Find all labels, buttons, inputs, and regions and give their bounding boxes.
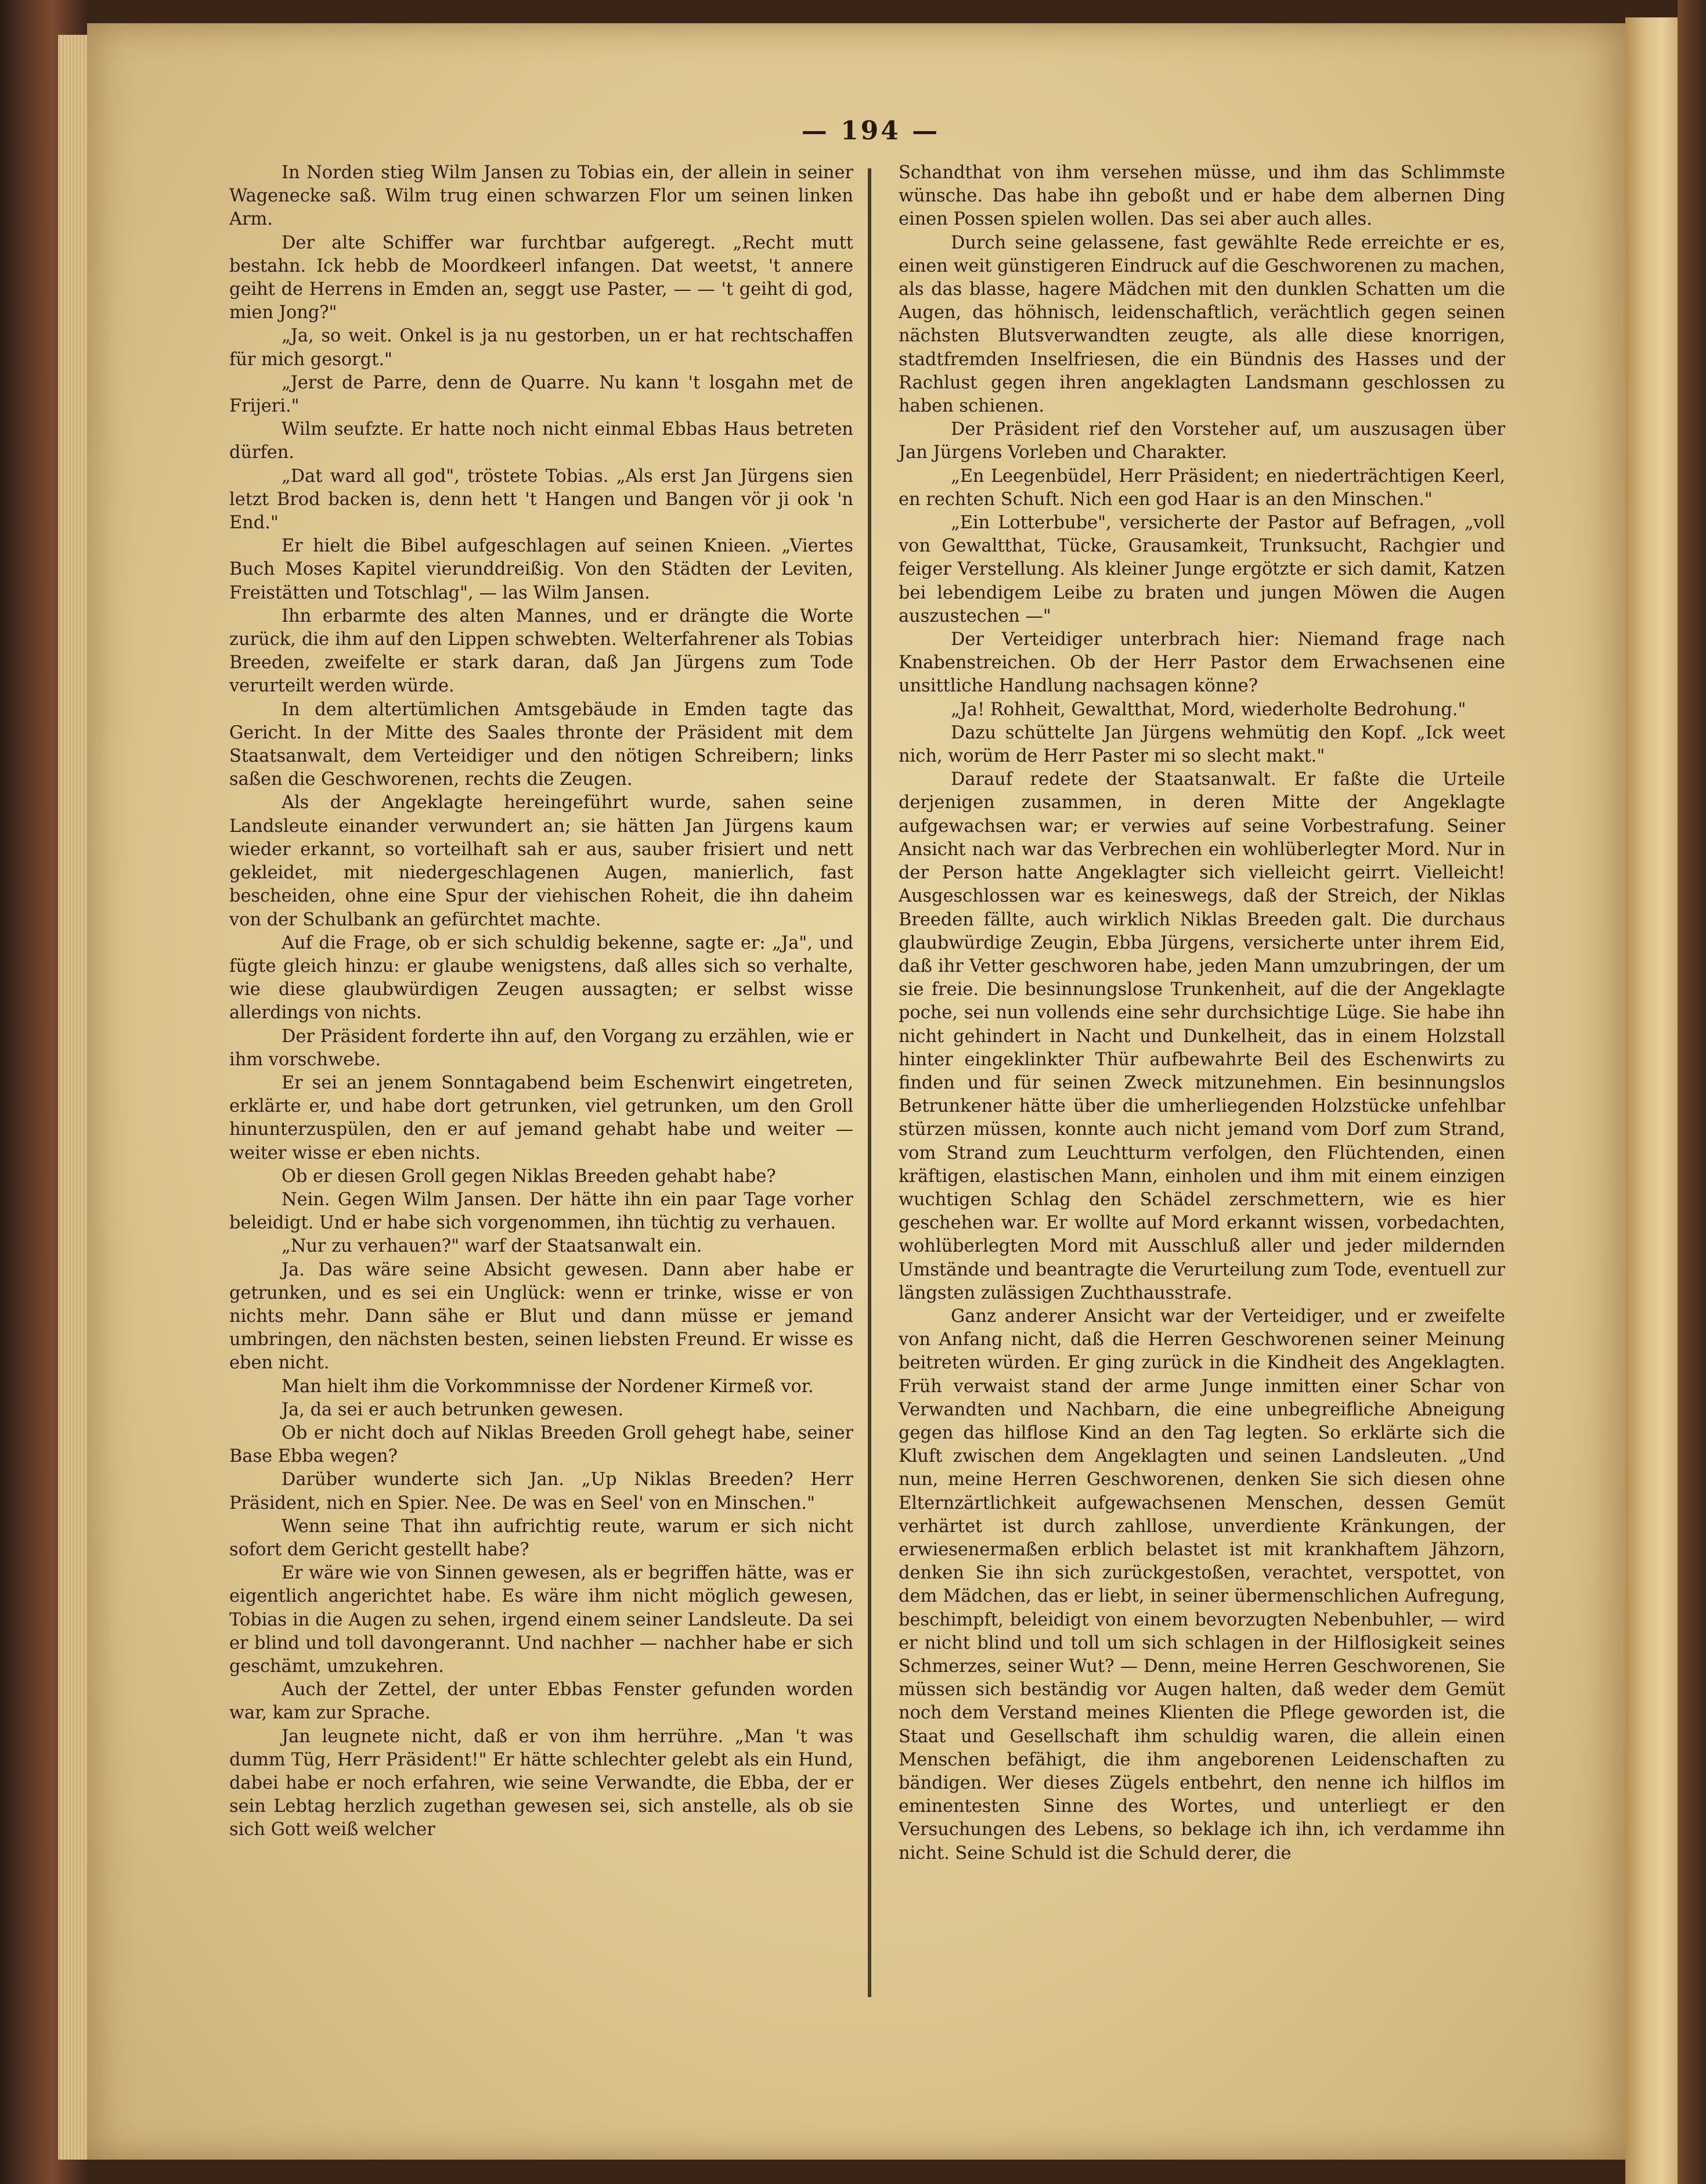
paragraph: Man hielt ihm die Vorkommnisse der Nordener Kirmeß vor. bbox=[282, 1376, 814, 1397]
paragraph: Ihn erbarmte des alten Mannes, und er drängte die Worte zurück, die ihm auf den Lippen schwebten. Welterfahrener als Tobias Breeden, zweifelte er stark daran, daß Jan Jürgens zum Tode verurteilt werden würde. bbox=[229, 606, 853, 697]
paragraph: Der Präsident forderte ihn auf, den Vorgang zu erzählen, wie er ihm vorschwebe. bbox=[229, 1026, 853, 1070]
paragraph: Ganz anderer Ansicht war der Verteidiger, und er zweifelte von Anfang nicht, daß die Herren Geschworenen seiner Meinung beitreten würden. Er ging zurück in die Kindheit des Angeklagten. Früh verwaist stand der arme Junge inmitten einer Schar von Verwandten und Nachbarn, die eine unbegreifliche Abneigung gegen das hilflose Kind an den Tag legten. So erklärte sich die Kluft zwischen dem Angeklagten und seinen Landsleuten. „Und nun, meine Herren Geschworenen, denken Sie sich diesen ohne Elternzärtlichkeit aufgewachsenen Menschen, dessen Gemüt verhärtet ist durch zahllose, unverdiente Kränkungen, der erwiesenermaßen erblich belastet ist mit krankhaftem Jähzorn, denken Sie ihn sich zurückgestoßen, verachtet, verspottet, von dem Mädchen, das er liebt, in seiner übermenschlichen Aufregung, beschimpft, beleidigt von einem bevorzugten Nebenbuhler, — wird er nicht blind und toll um sich schlagen in der Hilflosigkeit seines Schmerzes, seiner Wut? — Denn, meine Herren Geschworenen, Sie müssen sich beständig vor Augen halten, daß weder dem Gemüt noch dem Verstand meines Klienten die Pflege geworden ist, die Staat und Gesellschaft ihm schuldig waren, die allein einen Menschen befähigt, die ihm angeborenen Leidenschaften zu bändigen. Wer dieses Zügels entbehrt, den nenne ich hilflos im eminentesten Sinne des Wortes, und unterliegt er den Versuchungen des Lebens, so beklage ich ihn, ich verdamme ihn nicht. Seine Schuld ist die Schuld derer, die bbox=[899, 1306, 1505, 1864]
book-binding-right bbox=[1678, 0, 1706, 2184]
paragraph: Der alte Schiffer war furchtbar aufgeregt. „Recht mutt bestahn. Ick hebb de Moordkeerl infangen. Dat weetst, 't annere geiht de Herrens in Emden an, seggt use Paster, — — 't geiht di god, mien Jong?" bbox=[229, 232, 853, 323]
paragraph: Ja, da sei er auch betrunken gewesen. bbox=[282, 1399, 624, 1420]
paragraph: Wilm seufzte. Er hatte noch nicht einmal Ebbas Haus betreten dürfen. bbox=[229, 419, 853, 463]
paragraph: „Ja, so weit. Onkel is ja nu gestorben, un er hat rechtschaffen für mich gesorgt." bbox=[229, 326, 853, 370]
right-text-column bbox=[899, 161, 1505, 1865]
paragraph: Darüber wunderte sich Jan. „Up Niklas Breeden? Herr Präsident, nich en Spier. Nee. De was en Seel' von en Minschen." bbox=[229, 1469, 853, 1513]
paragraph: Als der Angeklagte hereingeführt wurde, sahen seine Landsleute einander verwundert an; sie hätten Jan Jürgens kaum wieder erkannt, so vorteilhaft sah er aus, sauber frisiert und nett gekleidet, mit niedergeschlagenen Augen, manierlich, fast bescheiden, ohne eine Spur der viehischen Roheit, die ihn daheim von der Schulbank an gefürchtet machte. bbox=[229, 792, 853, 930]
paragraph: „Nur zu verhauen?" warf der Staatsanwalt ein. bbox=[282, 1236, 702, 1257]
paragraph: Wenn seine That ihn aufrichtig reute, warum er sich nicht sofort dem Gericht gestellt habe? bbox=[229, 1516, 853, 1560]
paragraph: „Jerst de Parre, denn de Quarre. Nu kann 't losgahn met de Frijeri." bbox=[229, 372, 853, 417]
paragraph: Der Verteidiger unterbrach hier: Niemand frage nach Knabenstreichen. Ob der Herr Pastor dem Erwachsenen eine unsittliche Handlung nachsagen könne? bbox=[899, 629, 1505, 697]
paragraph: Schandthat von ihm versehen müsse, und ihm das Schlimmste wünsche. Das habe ihn geboßt und er habe dem albernen Ding einen Possen spielen wollen. Das sei aber auch alles. bbox=[899, 163, 1505, 230]
paragraph: „En Leegenbüdel, Herr Präsident; en niederträchtigen Keerl, en rechten Schuft. Nich een god Haar is an den Minschen." bbox=[899, 466, 1505, 510]
paragraph: In dem altertümlichen Amtsgebäude in Emden tagte das Gericht. In der Mitte des Saales thronte der Präsident mit dem Staatsanwalt, dem Verteidiger und den nötigen Schreibern; links saßen die Geschworenen, rechts die Zeugen. bbox=[229, 699, 853, 790]
paragraph: Darauf redete der Staatsanwalt. Er faßte die Urteile derjenigen zusammen, in deren Mitte der Angeklagte aufgewachsen war; er verwies auf seine Vorbestrafung. Seiner Ansicht nach war das Verbrechen ein wohlüberlegter Mord. Nur in der Person hatte Angeklagter sich vielleicht geirrt. Vielleicht! Ausgeschlossen war es keineswegs, daß der Streich, der Niklas Breeden fällte, auch wirklich Niklas Breeden galt. Die durchaus glaubwürdige Zeugin, Ebba Jürgens, versicherte unter ihrem Eid, daß ihr Vetter geschworen habe, jeden Mann umzubringen, der um sie freie. Die besinnungslose Trunkenheit, auf die der Angeklagte poche, sei nun vollends eine sehr durchsichtige Lüge. Sie habe ihn nicht gehindert in Nacht und Dunkelheit, das in einem Holzstall hinter eingeklinkter Thür aufbewahrte Beil des Eschenwirts zu finden und für seinen Zweck mitzunehmen. Ein besinnungslos Betrunkener hätte über die umherliegenden Holzstücke unfehlbar stürzen müssen, konnte auch nicht jemand vom Dorf zum Strand, vom Strand zum Leuchtturm verfolgen, den Flüchtenden, einen kräftigen, elastischen Mann, einholen und ihm mit einem einzigen wuchtigen Schlag den Schädel zerschmettern, wie es hier geschehen war. Er wollte auf Mord erkannt wissen, vorbedachten, wohlüberlegten Mord mit Ausschluß aller und jeder mildernden Umstände und beantragte die Verurteilung zum Tode, eventuell zur längsten zulässigen Zuchthausstrafe. bbox=[899, 769, 1505, 1303]
paragraph: Durch seine gelassene, fast gewählte Rede erreichte er es, einen weit günstigeren Eindruck auf die Geschworenen zu machen, als das blasse, hagere Mädchen mit den dunklen Schatten um die Augen, das höhnisch, leidenschaftlich, verächtlich gegen seinen nächsten Blutsverwandten zeugte, als alle diese knorrigen, stadtfremden Inselfriesen, die ein Bündnis des Hasses und der Rachlust gegen ihren angeklagten Landsmann geschlossen zu haben schienen. bbox=[899, 232, 1506, 417]
paragraph: Der Präsident rief den Vorsteher auf, um auszusagen über Jan Jürgens Vorleben und Charakter. bbox=[899, 419, 1505, 463]
paragraph: „Ein Lotterbube", versicherte der Pastor auf Befragen, „voll von Gewaltthat, Tücke, Grausamkeit, Trunksucht, Rachgier und feiger Verstellung. Als kleiner Junge ergötzte er sich damit, Katzen bei lebendigem Leibe zu braten und jungen Möwen die Augen auszustechen —" bbox=[899, 513, 1505, 626]
left-text-column bbox=[229, 161, 853, 1842]
paragraph: Auch der Zettel, der unter Ebbas Fenster gefunden worden war, kam zur Sprache. bbox=[229, 1680, 853, 1724]
paragraph: „Dat ward all god", tröstete Tobias. „Als erst Jan Jürgens sien letzt Brod backen is, denn hett 't Hangen und Bangen vör ji ook 'n End." bbox=[229, 466, 853, 534]
paragraph: Er wäre wie von Sinnen gewesen, als er begriffen hätte, was er eigentlich angerichtet habe. Es wäre ihm nicht möglich gewesen, Tobias in die Augen zu sehen, irgend einem seiner Landsleute. Da sei er blind und toll davongerannt. Und nachher — nachher habe er sich geschämt, umzukehren. bbox=[229, 1563, 853, 1677]
page-number: — 194 — bbox=[801, 116, 940, 146]
paragraph: Jan leugnete nicht, daß er von ihm herrühre. „Man 't was dumm Tüg, Herr Präsident!" Er hätte schlechter gelebt als ein Hund, dabei habe er noch erfahren, wie seine Verwandte, die Ebba, der er sein Lebtag herzlich zugethan gewesen sei, sich anstelle, als ob sie sich Gott weiß welcher bbox=[229, 1726, 853, 1840]
paragraph: Nein. Gegen Wilm Jansen. Der hätte ihn ein paar Tage vorher beleidigt. Und er habe sich vorgenommen, ihn tüchtig zu verhauen. bbox=[229, 1189, 853, 1234]
paragraph: Ob er nicht doch auf Niklas Breeden Groll gehegt habe, seiner Base Ebba wegen? bbox=[229, 1422, 853, 1467]
paragraph: Er sei an jenem Sonntagabend beim Eschenwirt eingetreten, erklärte er, und habe dort getrunken, viel getrunken, um den Groll hinunterzuspülen, den er auf jemand gehabt habe und weiter — weiter wisse er eben nichts. bbox=[229, 1072, 853, 1163]
paragraph: „Ja! Rohheit, Gewaltthat, Mord, wiederholte Bedrohung." bbox=[951, 699, 1466, 720]
paragraph: In Norden stieg Wilm Jansen zu Tobias ein, der allein in seiner Wagenecke saß. Wilm trug einen schwarzen Flor um seinen linken Arm. bbox=[229, 163, 853, 230]
paragraph: Ob er diesen Groll gegen Niklas Breeden gehabt habe? bbox=[282, 1166, 776, 1187]
paragraph: Er hielt die Bibel aufgeschlagen auf seinen Knieen. „Viertes Buch Moses Kapitel vierunddreißig. Von den Städten der Leviten, Freistätten und Totschlag", — las Wilm Jansen. bbox=[229, 536, 853, 603]
paragraph: Auf die Frage, ob er sich schuldig bekenne, sagte er: „Ja", und fügte gleich hinzu: er glaube wenigstens, daß alles sich so verhalte, wie diese glaubwürdigen Zeugen aussagten; er selbst wisse allerdings von nichts. bbox=[229, 932, 853, 1023]
paragraph: Dazu schüttelte Jan Jürgens wehmütig den Kopf. „Ick weet nich, worüm de Herr Paster mi so slecht makt." bbox=[899, 722, 1505, 767]
paragraph: Ja. Das wäre seine Absicht gewesen. Dann aber habe er getrunken, und es sei ein Unglück: wenn er trinke, wisse er von nichts mehr. Dann sähe er Blut und dann müsse er jemand umbringen, den nächsten besten, seinen liebsten Freund. Er wisse es eben nicht. bbox=[229, 1259, 853, 1374]
column-divider bbox=[868, 168, 871, 1997]
